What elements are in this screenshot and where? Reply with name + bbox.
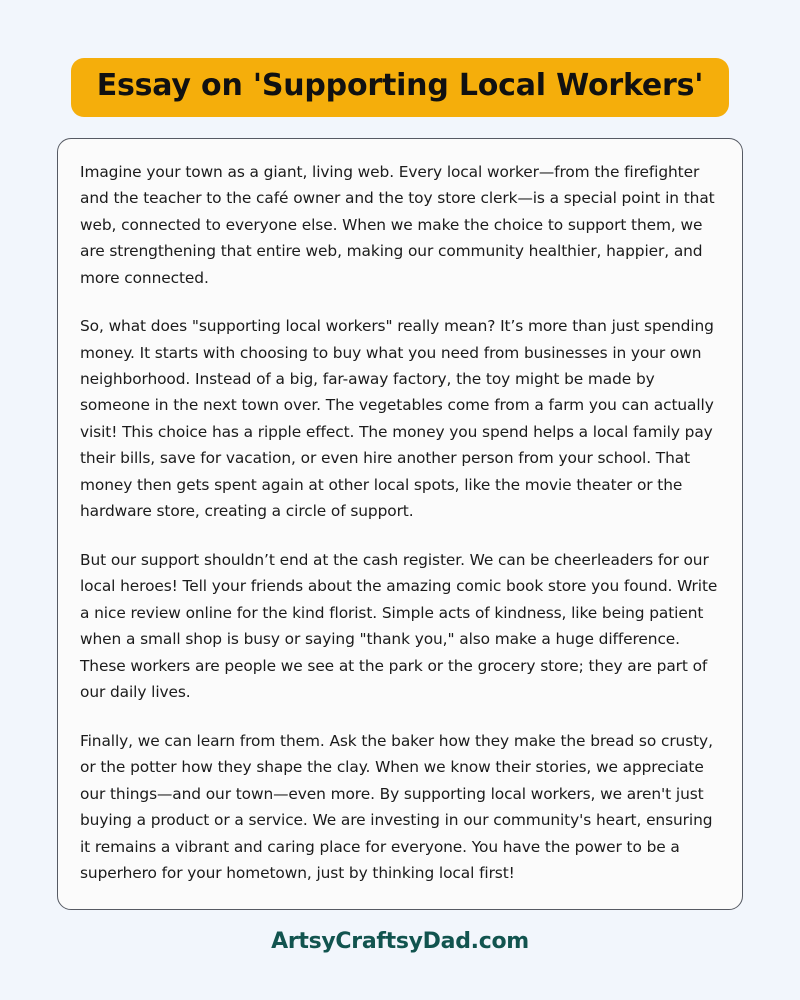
footer	[57, 929, 743, 954]
essay-paragraph: But our support shouldn’t end at the cash register. We can be cheerleaders for our local heroes! Tell your friends about the amazing comic book store you found. Write a nice review online for the kind florist. Simple acts of kindness, like being patient when a small shop is busy or saying "thank you," also make a huge difference. These workers are people we see at the park or the grocery store; they are part of our daily lives.	[80, 550, 718, 702]
essay-paragraph: Imagine your town as a giant, living web. Every local worker—from the firefighter and the teacher to the café owner and the toy store clerk—is a special point in that web, connected to everyone else. When we make the choice to support them, we are strengthening that entire web, making our community healthier, happier, and more connected.	[80, 162, 715, 287]
footer-website-label: ArtsyCraftsyDad.com	[271, 928, 529, 954]
page-title: Essay on 'Supporting Local Workers'	[96, 68, 704, 103]
essay-paragraph: So, what does "supporting local workers" really mean? It’s more than just spending money. It starts with choosing to buy what you need from businesses in your own neighborhood. Instead of a big, far-away factory, the toy might be made by someone in the next town over. The vegetables come from a farm you can actually visit! This choice has a ripple effect. The money you spend helps a local family pay their bills, save for vacation, or even hire another person from your school. That money then gets spent again at other local spots, like the movie theater or the hardware store, creating a circle of support.	[80, 317, 714, 521]
title-badge	[71, 58, 730, 117]
essay-body	[80, 159, 720, 887]
essay-card	[57, 138, 743, 910]
essay-paragraph: Finally, we can learn from them. Ask the baker how they make the bread so crusty, or the potter how they shape the clay. When we know their stories, we appreciate our things—and our town—even more. By supporting local workers, we aren't just buying a product or a service. We are investing in our community's heart, ensuring it remains a vibrant and caring place for everyone. You have the power to be a superhero for your hometown, just by thinking local first!	[80, 731, 713, 883]
